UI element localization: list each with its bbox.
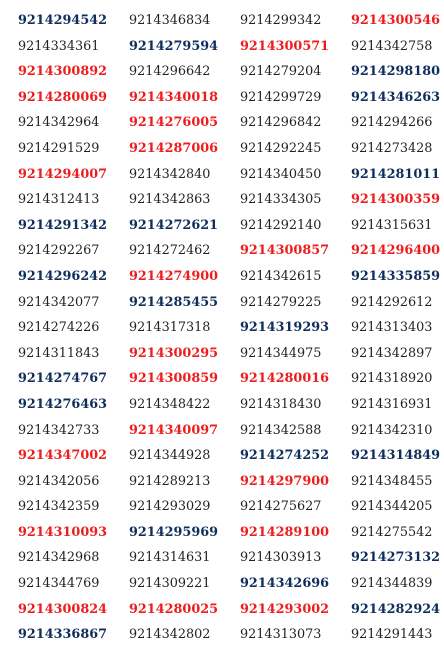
phone-number-cell: 9214342964 — [18, 115, 100, 131]
phone-number-cell: 9214342588 — [240, 422, 322, 438]
phone-number-cell: 9214346834 — [129, 13, 211, 28]
phone-number-cell: 9214292245 — [240, 140, 322, 156]
phone-number-cell: 9214292612 — [351, 294, 433, 310]
row-margin — [0, 520, 18, 546]
phone-number-cell: 9214336867 — [18, 627, 108, 643]
phone-number-cell: 9214311843 — [18, 345, 100, 361]
phone-number-cell: 9214282924 — [351, 601, 441, 617]
phone-number-cell: 9214312413 — [18, 192, 100, 208]
phone-number-cell: 9214342077 — [18, 294, 100, 310]
phone-number-cell: 9214273428 — [351, 140, 433, 156]
phone-number-cell: 9214276005 — [129, 115, 219, 131]
phone-number-cell: 9214279204 — [240, 64, 322, 80]
row-margin — [0, 213, 18, 239]
phone-number-cell: 9214281011 — [351, 166, 441, 182]
row-margin — [0, 545, 18, 571]
phone-number-cell: 9214300859 — [129, 371, 219, 387]
phone-number-cell: 9214280016 — [240, 371, 330, 387]
phone-number-cell: 9214296842 — [240, 115, 322, 131]
phone-number-cell: 9214280025 — [129, 601, 219, 617]
phone-number-cell: 9214342758 — [351, 38, 433, 54]
row-margin — [0, 392, 18, 418]
phone-number-cell: 9214342359 — [18, 499, 100, 515]
phone-number-cell: 9214291529 — [18, 140, 100, 156]
phone-number-cell: 9214313403 — [351, 320, 433, 336]
phone-number-cell: 9214335859 — [351, 268, 441, 284]
phone-number-cell: 9214299729 — [240, 89, 322, 105]
phone-number-cell: 9214344839 — [351, 576, 433, 592]
phone-number-cell: 9214300857 — [240, 243, 330, 259]
row-margin — [0, 34, 18, 60]
phone-number-cell: 9214299342 — [240, 13, 322, 28]
row-margin — [0, 597, 18, 623]
row-margin — [0, 110, 18, 136]
phone-number-cell: 9214348455 — [351, 473, 433, 489]
phone-number-cell: 9214344975 — [240, 345, 322, 361]
phone-number-cell: 9214342863 — [129, 192, 211, 208]
phone-number-cell: 9214276463 — [18, 396, 108, 412]
phone-number-cell: 9214342733 — [18, 422, 100, 438]
phone-number-cell: 9214300546 — [351, 13, 441, 28]
phone-number-cell: 9214348422 — [129, 396, 211, 412]
row-margin — [0, 59, 18, 85]
phone-number-cell: 9214296400 — [351, 243, 441, 259]
phone-number-cell: 9214289100 — [240, 524, 330, 540]
phone-number-cell: 9214272462 — [129, 243, 211, 259]
phone-number-cell: 9214298180 — [351, 64, 441, 80]
phone-number-cell: 9214275627 — [240, 499, 322, 515]
phone-number-cell: 9214279594 — [129, 38, 219, 54]
phone-number-cell: 9214287006 — [129, 140, 219, 156]
phone-number-cell: 9214293029 — [129, 499, 211, 515]
phone-number-cell: 9214275542 — [351, 524, 433, 540]
row-margin — [0, 85, 18, 111]
phone-number-cell: 9214300892 — [18, 64, 108, 80]
row-margin — [0, 366, 18, 392]
phone-number-cell: 9214289213 — [129, 473, 211, 489]
row-margin — [0, 8, 18, 34]
phone-number-cell: 9214294007 — [18, 166, 108, 182]
row-margin — [0, 238, 18, 264]
phone-number-cell: 9214315631 — [351, 217, 433, 233]
row-margin — [0, 341, 18, 367]
row-margin — [0, 443, 18, 469]
phone-number-cell: 9214272621 — [129, 217, 219, 233]
phone-number-cell: 9214297900 — [240, 473, 330, 489]
row-margin — [0, 494, 18, 520]
row-margin — [0, 315, 18, 341]
phone-number-cell: 9214342310 — [351, 422, 433, 438]
phone-number-cell: 9214344769 — [18, 576, 100, 592]
phone-number-cell: 9214342968 — [18, 550, 100, 566]
phone-number-cell: 9214274900 — [129, 268, 219, 284]
row-margin — [0, 264, 18, 290]
phone-number-cell: 9214279225 — [240, 294, 322, 310]
phone-number-cell: 9214274252 — [240, 448, 330, 464]
phone-number-cell: 9214342802 — [129, 627, 211, 643]
phone-number-cell: 9214314631 — [129, 550, 211, 566]
phone-number-cell: 9214280069 — [18, 89, 108, 105]
phone-number-cell: 9214318430 — [240, 396, 322, 412]
phone-number-cell: 9214310093 — [18, 524, 108, 540]
phone-number-cell: 9214300359 — [351, 192, 441, 208]
phone-number-cell: 9214342840 — [129, 166, 211, 182]
row-margin — [0, 290, 18, 316]
phone-number-cell: 9214309221 — [129, 576, 211, 592]
phone-number-cell: 9214334361 — [18, 38, 100, 54]
phone-number-cell: 9214285455 — [129, 294, 219, 310]
phone-number-cell: 9214342696 — [240, 576, 330, 592]
phone-number-cell: 9214334305 — [240, 192, 322, 208]
phone-number-cell: 9214300571 — [240, 38, 330, 54]
phone-number-cell: 9214316931 — [351, 396, 433, 412]
phone-number-cell: 9214344928 — [129, 448, 211, 464]
phone-number-cell: 9214342615 — [240, 268, 322, 284]
phone-number-cell: 9214313073 — [240, 627, 322, 643]
phone-number-cell: 9214274226 — [18, 320, 100, 336]
row-margin — [0, 187, 18, 213]
phone-number-cell: 9214346263 — [351, 89, 441, 105]
phone-number-cell: 9214318920 — [351, 371, 433, 387]
phone-number-cell: 9214340450 — [240, 166, 322, 182]
phone-number-cell: 9214296242 — [18, 268, 108, 284]
phone-number-cell: 9214342056 — [18, 473, 100, 489]
row-margin — [0, 162, 18, 188]
phone-number-cell: 9214303913 — [240, 550, 322, 566]
phone-number-cell: 9214291342 — [18, 217, 108, 233]
phone-number-cell: 9214296642 — [129, 64, 211, 80]
phone-number-cell: 9214347002 — [18, 448, 108, 464]
phone-number-cell: 9214314849 — [351, 448, 441, 464]
number-grid — [0, 8, 444, 648]
row-margin — [0, 622, 18, 648]
row-margin — [0, 469, 18, 495]
phone-number-cell: 9214340097 — [129, 422, 219, 438]
phone-number-cell: 9214319293 — [240, 320, 330, 336]
phone-number-cell: 9214273132 — [351, 550, 441, 566]
row-margin — [0, 136, 18, 162]
phone-number-cell: 9214342897 — [351, 345, 433, 361]
phone-number-cell: 9214340018 — [129, 89, 219, 105]
phone-number-cell: 9214292140 — [240, 217, 322, 233]
phone-number-cell: 9214300824 — [18, 601, 108, 617]
phone-number-cell: 9214295969 — [129, 524, 219, 540]
phone-number-cell: 9214294542 — [18, 13, 108, 28]
phone-number-cell: 9214294266 — [351, 115, 433, 131]
phone-number-cell: 9214292267 — [18, 243, 100, 259]
row-margin — [0, 418, 18, 444]
row-margin — [0, 571, 18, 597]
phone-number-cell: 9214291443 — [351, 627, 433, 643]
phone-number-cell: 9214300295 — [129, 345, 219, 361]
phone-number-cell: 9214274767 — [18, 371, 108, 387]
phone-number-cell: 9214293002 — [240, 601, 330, 617]
phone-number-cell: 9214317318 — [129, 320, 211, 336]
phone-number-cell: 9214344205 — [351, 499, 433, 515]
